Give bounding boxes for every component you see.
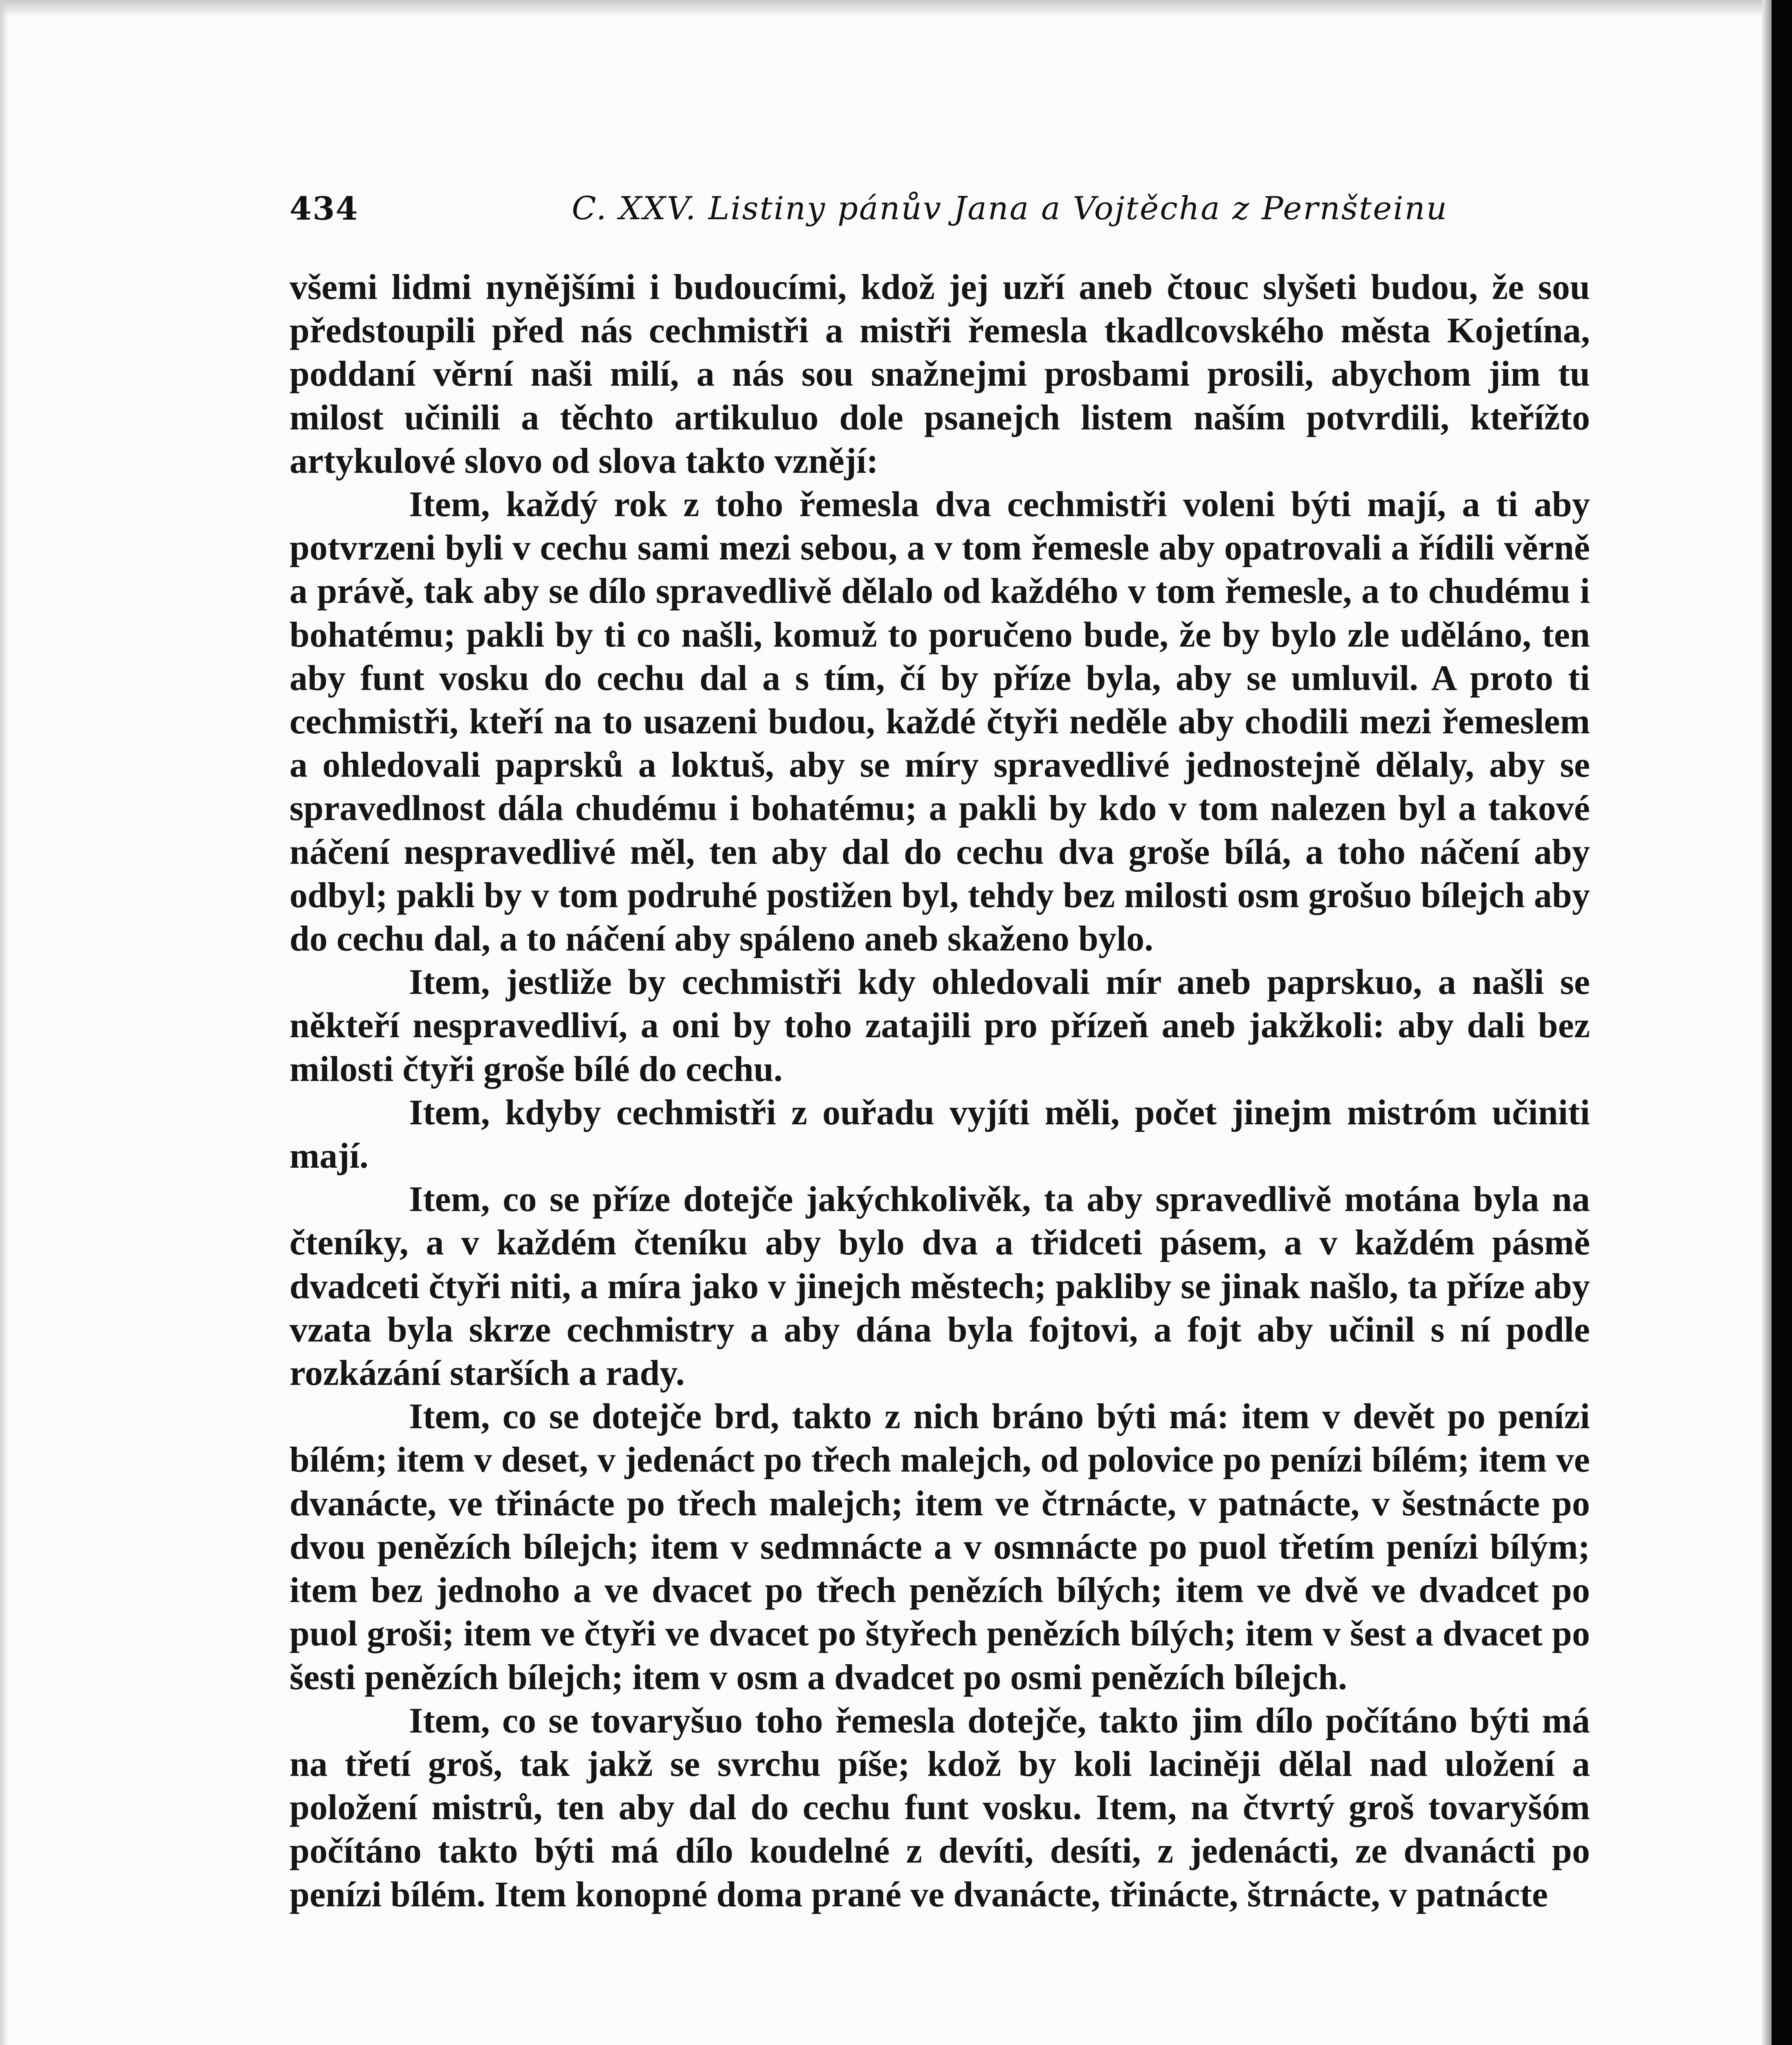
paragraph: Item, co se příze dotejče jakýchkolivěk, ta aby spravedlivě motána byla na čteníky, a v každém čteníku aby bylo dva a třidceti pásem, a v každém pásmě dvadceti čtyři niti, a míra jako v jinejch městech; pakliby se jinak našlo, ta příze aby vzata byla skrze cechmistry a aby dána byla fojtovi, a fojt aby učinil s ní podle rozkázání starších a rady.: [290, 1180, 1590, 1393]
paragraph: všemi lidmi nynějšími i budoucími, kdož jej uzří aneb čtouc slyšeti budou, že sou předstoupili před nás cechmistři a mistři řemesla tkadlcovského města Kojetína, poddaní věrní naši milí, a nás sou snažnejmi prosbami prosili, abychom jim tu milost učinili a těchto artikuluo dole psanejch listem naším potvrdili, kteřížto artykulové slovo od slova takto vznějí:: [290, 267, 1590, 481]
scan-right-shadow: [1761, 0, 1772, 2045]
scan-top-shadow: [0, 0, 1792, 16]
paragraph: Item, jestliže by cechmistři kdy ohledovali mír aneb paprskuo, a našli se někteří nespravedliví, a oni by toho zatajili pro přízeň aneb jakžkoli: aby dali bez milosti čtyři groše bílé do cechu.: [290, 962, 1590, 1089]
running-header: [290, 190, 1590, 239]
scan-right-border: [1772, 0, 1792, 2045]
paragraph: Item, kdyby cechmistři z ouřadu vyjíti měli, počet jinejm mistróm učiniti mají.: [290, 1092, 1590, 1176]
body-text: [290, 266, 1590, 1984]
paragraph: Item, co se tovaryšuo toho řemesla dotejče, takto jim dílo počítáno býti má na třetí groš, tak jakž se svrchu píše; kdož by koli laciněji dělal nad uložení a položení mistrů, ten aby dal do cechu funt vosku. Item, na čtvrtý groš tovaryšóm počítáno takto býti má dílo koudelné z devíti, desíti, z jedenácti, ze dvanácti po penízi bílém. Item konopné doma prané ve dvanácte, třinácte, štrnácte, v patnácte: [290, 1701, 1590, 1915]
paragraph: Item, každý rok z toho řemesla dva cechmistři voleni býti mají, a ti aby potvrzeni byli v cechu sami mezi sebou, a v tom řemesle aby opatrovali a řídili věrně a právě, tak aby se dílo spravedlivě dělalo od každého v tom řemesle, a to chudému i bohatému; pakli by ti co našli, komuž to poručeno bude, že by bylo zle uděláno, ten aby funt vosku do cechu dal a s tím, čí by příze byla, aby se umluvil. A proto ti cechmistři, kteří na to usazeni budou, každé čtyři neděle aby chodili mezi řemeslem a ohledovali paprsků a loktuš, aby se míry spravedlivé jednostejně dělaly, aby se spravedlnost dála chudému i bohatému; a pakli by kdo v tom nalezen byl a takové náčení nespravedlivé měl, ten aby dal do cechu dva groše bílá, a toho náčení aby odbyl; pakli by v tom podruhé postižen byl, tehdy bez milosti osm grošuo bílejch aby do cechu dal, a to náčení aby spáleno aneb skaženo bylo.: [290, 485, 1590, 959]
scan-left-shadow: [0, 0, 8, 2045]
page-number: 434: [290, 190, 359, 227]
paragraph: Item, co se dotejče brd, takto z nich bráno býti má: item v devět po penízi bílém; item v deset, v jedenáct po třech malejch, od polovice po penízi bílém; item ve dvanácte, ve třinácte po třech malejch; item ve čtrnácte, v patnácte, v šestnácte po dvou penězích bílejch; item v sedmnácte a v osmnácte po puol třetím penízi bílým; item bez jednoho a ve dvacet po třech penězích bílých; item ve dvě ve dvadcet po puol groši; item ve čtyři ve dvacet po štyřech penězích bílých; item v šest a dvacet po šesti penězích bílejch; item v osm a dvadcet po osmi penězích bílejch.: [290, 1397, 1590, 1697]
running-title: C. XXV. Listiny pánův Jana a Vojtěcha z Pernšteinu: [572, 190, 1448, 227]
